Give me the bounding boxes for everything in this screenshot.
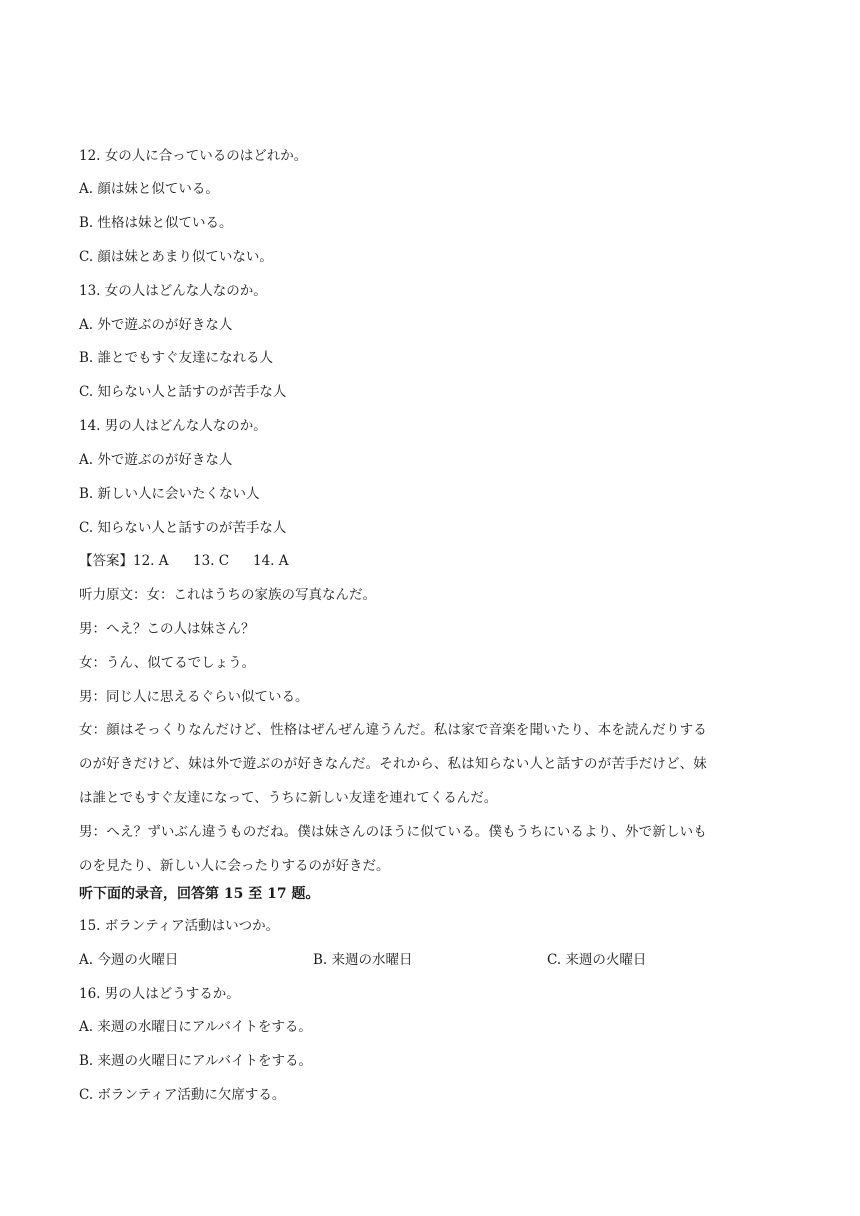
q13-stem: 13. 女の人はどんな人なのか。 [79,283,267,299]
answer-line [79,551,790,571]
q12-option-a: A. 顔は妹と似ている。 [79,181,219,197]
transcript-line: は誰とでもすぐ友達になって、うちに新しい友達を連れてくるんだ。 [79,790,498,806]
answer-12: 12. A [133,553,169,569]
q15-option-b: B. 来週の水曜日 [313,952,413,968]
q12-option-b: B. 性格は妹と似ている。 [79,215,233,231]
q16-stem: 16. 男の人はどうするか。 [79,986,240,1002]
q15-option-c: C. 来週の火曜日 [547,952,647,968]
transcript-line: 听力原文：女：これはうちの家族の写真なんだ。 [79,587,376,603]
q13-option-a: A. 外で遊ぶのが好きな人 [79,317,233,333]
answer-13: 13. C [193,553,230,569]
q14-option-a: A. 外で遊ぶのが好きな人 [79,452,233,468]
q16-option-c: C. ボランティア活動に欠席する。 [79,1087,286,1103]
q14-stem: 14. 男の人はどんな人なのか。 [79,418,267,434]
q15-option-a: A. 今週の火曜日 [79,952,179,968]
q16-option-b: B. 来週の火曜日にアルバイトをする。 [79,1053,313,1069]
q15-stem: 15. ボランティア活動はいつか。 [79,918,280,934]
q14-option-c: C. 知らない人と話すのが苦手な人 [79,520,287,536]
answer-label: 【答案】 [79,553,133,569]
q13-option-b: B. 誰とでもすぐ友達になれる人 [79,350,274,366]
transcript-line: 男：へえ？ずいぶん違うものだね。僕は妹さんのほうに似ている。僕もうちにいるより、外で新しいも [79,824,707,840]
q12-stem: 12. 女の人に合っているのはどれか。 [79,148,308,164]
q13-option-c: C. 知らない人と話すのが苦手な人 [79,384,287,400]
answer-14: 14. A [253,553,289,569]
transcript-line: のを見たり、新しい人に会ったりするのが好きだ。 [79,858,390,874]
transcript-line: のが好きだけど、妹は外で遊ぶのが好きなんだ。それから、私は知らない人と話すのが苦手だけど、妹 [79,756,707,772]
section-heading: 听下面的录音，回答第 15 至 17 题。 [79,886,320,902]
transcript-line: 女：顔はそっくりなんだけど、性格はぜんぜん違うんだ。私は家で音楽を聞いたり、本を読んだりする [79,722,707,738]
transcript-line: 男：同じ人に思えるぐらい似ている。 [79,689,309,705]
q14-option-b: B. 新しい人に会いたくない人 [79,486,260,502]
transcript-line: 女：うん、似てるでしょう。 [79,655,256,671]
q12-option-c: C. 顔は妹とあまり似ていない。 [79,249,273,265]
q15-options-row [79,950,790,970]
q16-option-a: A. 来週の水曜日にアルバイトをする。 [79,1019,312,1035]
transcript-line: 男：へえ？この人は妹さん？ [79,621,255,637]
